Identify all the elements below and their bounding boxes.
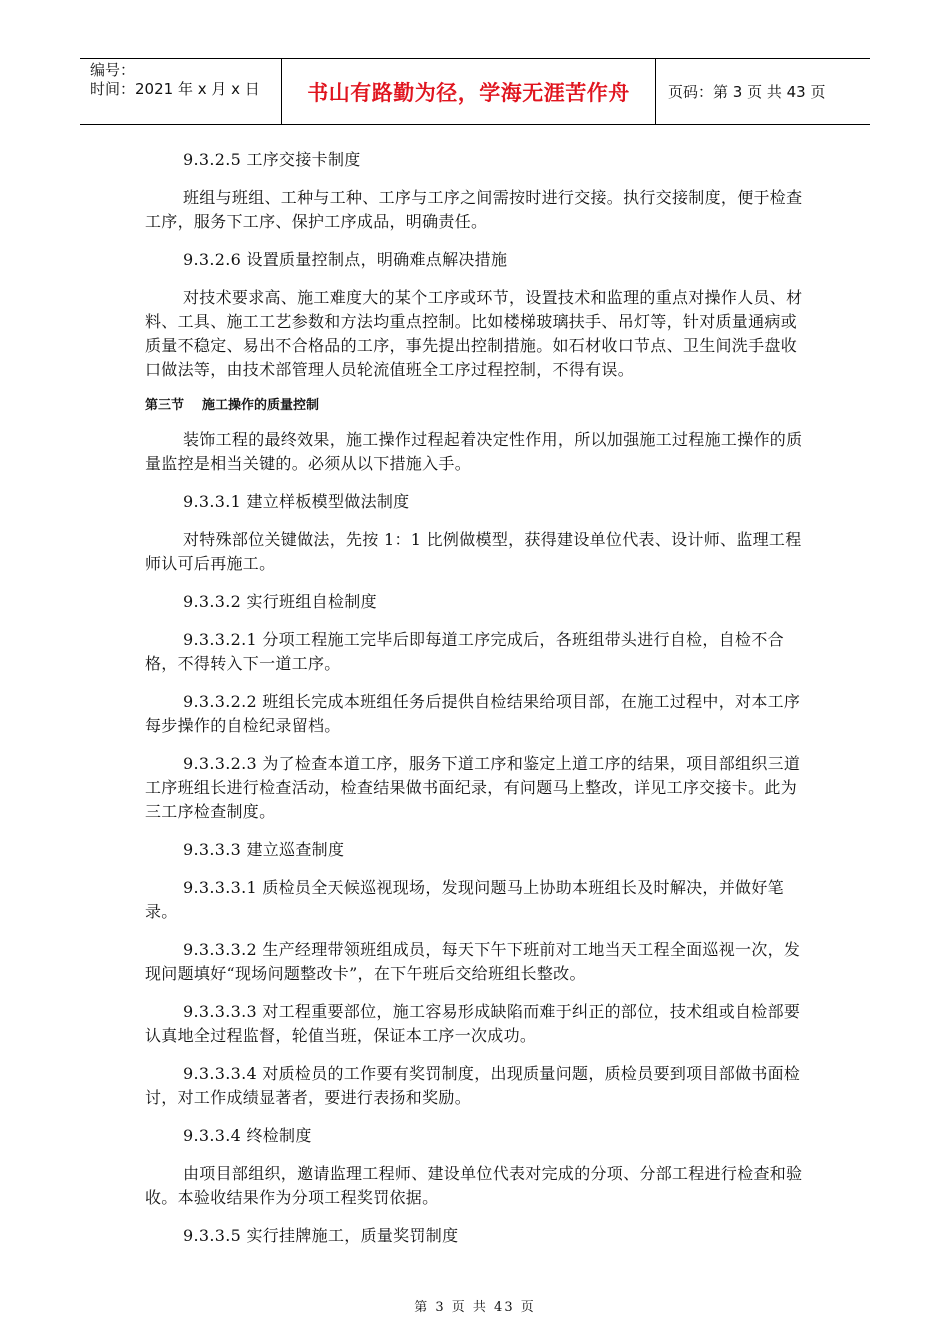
clause-heading: 9.3.3.5 实行挂牌施工，质量奖罚制度 — [183, 1226, 459, 1245]
body-paragraph: 9.3.3.2.3 为了检查本道工序，服务下道工序和鉴定上道工序的结果，项目部组织三道工序班组长进行检查活动，检查结果做书面纪录，有问题马上整改，详见工序交接卡。此为三工序检查制度。 — [145, 754, 801, 821]
clause-heading: 9.3.2.6 设置质量控制点，明确难点解决措施 — [183, 250, 508, 269]
header-page-number: 页码：第 3 页 共 43 页 — [668, 83, 826, 101]
header-page-cell — [656, 59, 870, 124]
section-number: 第三节 — [145, 398, 185, 413]
body-paragraph: 9.3.3.3.3 对工程重要部位，施工容易形成缺陷而难于纠正的部位，技术组或自检部要认真地全过程监督，轮值当班，保证本工序一次成功。 — [145, 1002, 801, 1045]
clause-heading: 9.3.3.3 建立巡查制度 — [183, 840, 345, 859]
document-date: 时间：2021 年 x 月 x 日 — [90, 80, 260, 98]
section-heading — [145, 396, 810, 416]
body-paragraph: 9.3.3.3.1 质检员全天候巡视现场，发现问题马上协助本班组长及时解决，并做好笔录。 — [145, 878, 784, 921]
page-footer: 第 3 页 共 43 页 — [414, 1300, 536, 1315]
body-paragraph: 对技术要求高、施工难度大的某个工序或环节，设置技术和监理的重点对操作人员、材料、工具、施工工艺参数和方法均重点控制。比如楼梯玻璃扶手、吊灯等，针对质量通病或质量不稳定、易出不合格品的工序，事先提出控制措施。如石材收口节点、卫生间洗手盘收口做法等，由技术部管理人员轮流值班全工序过程控制，不得有误。 — [145, 288, 803, 379]
motto-text: 书山有路勤为径，学海无涯苦作舟 — [307, 80, 630, 105]
body-paragraph: 装饰工程的最终效果，施工操作过程起着决定性作用，所以加强施工过程施工操作的质量监控是相当关键的。必须从以下措施入手。 — [145, 430, 803, 473]
header-meta — [80, 59, 282, 124]
body-paragraph: 9.3.3.3.4 对质检员的工作要有奖罚制度，出现质量问题，质检员要到项目部做书面检讨，对工作成绩显著者，要进行表扬和奖励。 — [145, 1064, 801, 1107]
clause-heading: 9.3.3.2 实行班组自检制度 — [183, 592, 377, 611]
body-paragraph: 由项目部组织，邀请监理工程师、建设单位代表对完成的分项、分部工程进行检查和验收。本验收结果作为分项工程奖罚依据。 — [145, 1164, 803, 1207]
body-paragraph: 9.3.3.2.2 班组长完成本班组任务后提供自检结果给项目部，在施工过程中，对本工序每步操作的自检纪录留档。 — [145, 692, 801, 735]
body-paragraph: 9.3.3.2.1 分项工程施工完毕后即每道工序完成后，各班组带头进行自检，自检不合格，不得转入下一道工序。 — [145, 630, 784, 673]
document-number-label: 编号： — [90, 61, 136, 79]
clause-heading: 9.3.2.5 工序交接卡制度 — [183, 150, 361, 169]
section-title: 施工操作的质量控制 — [202, 398, 320, 413]
document-body — [145, 148, 810, 1262]
header-motto-cell — [282, 59, 656, 124]
page-header — [80, 58, 870, 125]
body-paragraph: 9.3.3.3.2 生产经理带领班组成员，每天下午下班前对工地当天工程全面巡视一次，发现问题填好“现场问题整改卡”，在下午班后交给班组长整改。 — [145, 940, 801, 983]
clause-heading: 9.3.3.4 终检制度 — [183, 1126, 312, 1145]
body-paragraph: 班组与班组、工种与工种、工序与工序之间需按时进行交接。执行交接制度，便于检查工序，服务下工序、保护工序成品，明确责任。 — [145, 188, 803, 231]
body-paragraph: 对特殊部位关键做法，先按 1：1 比例做模型，获得建设单位代表、设计师、监理工程师认可后再施工。 — [145, 530, 802, 573]
clause-heading: 9.3.3.1 建立样板模型做法制度 — [183, 492, 410, 511]
